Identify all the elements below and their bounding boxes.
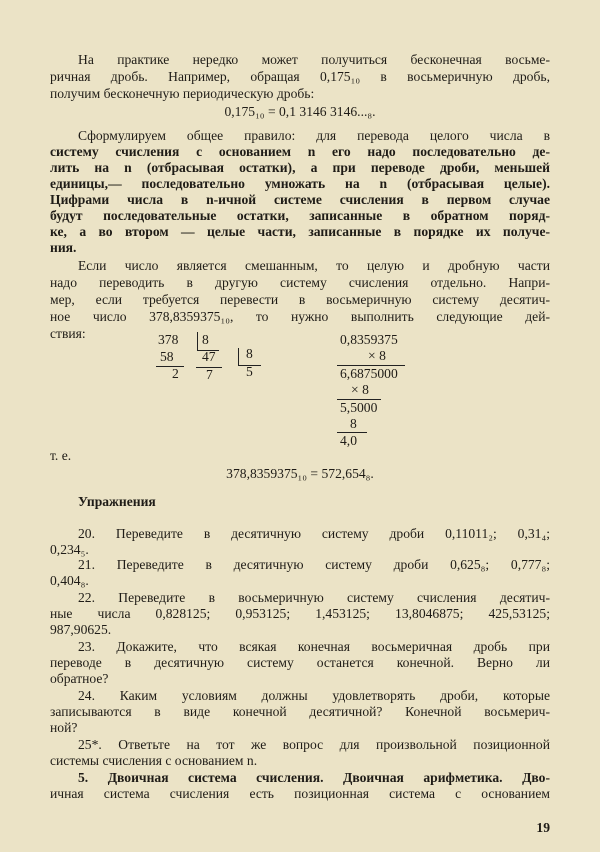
exercise-line: обратное? <box>50 671 109 686</box>
division-bar <box>238 348 239 366</box>
section-heading-line: 5. Двоичная система счисления. Двоичная арифметика. Дво- <box>78 770 550 785</box>
page-number: 19 <box>536 820 550 835</box>
text-line: ствия: <box>50 326 86 341</box>
exercise-line: 987,90625. <box>50 622 112 637</box>
divisor: 8 <box>246 346 253 361</box>
divisor: 8 <box>202 332 209 347</box>
exercise-line: 20. Переведите в десятичную систему дроби 0,11011₂; 0,31₄; <box>78 526 550 541</box>
exercise-line: ные числа 0,828125; 0,953125; 1,453125; 13,8046875; 425,53125; <box>50 606 550 621</box>
te-label: т. е. <box>50 448 72 463</box>
partial-product: 58 <box>160 349 174 364</box>
exercise-line: записываются в виде конечной десятичной? Конечной восьмерич- <box>50 704 550 719</box>
factor: 0,8359375 <box>340 332 398 347</box>
exercise-line: системы счисления с основанием n. <box>50 753 258 768</box>
formula-periodic: 0,175₁₀ = 0,1 3146 3146...₈. <box>224 104 376 119</box>
quotient: 47 <box>202 349 216 364</box>
text-line: ричная дробь. Например, обращая 0,175₁₀ в восьмеричную дробь, <box>50 69 550 84</box>
text-line: ное число 378,8359375₁₀, то нужно выполнить следующие дей- <box>50 309 550 324</box>
text-line: ке, а во втором — целые части, записанные в порядке их получе- <box>50 224 550 239</box>
text-line: ичная система счисления есть позиционная система с основанием <box>50 786 550 801</box>
text-line: Если число является смешанным, то целую и дробную части <box>78 258 550 273</box>
exercises-heading: Упражнения <box>78 494 156 509</box>
multiplier: × 8 <box>351 382 369 397</box>
text-line: единицы,— последовательно умножать на n (отбрасывая целые). <box>50 176 550 191</box>
text-line: будут последовательные остатки, записанные в обратном поряд- <box>50 208 550 223</box>
multiplier: × 8 <box>368 348 386 363</box>
text-line: надо переводить в другую систему счисления отдельно. Напри- <box>50 275 550 290</box>
text-line: получим бесконечную периодическую дробь: <box>50 86 315 101</box>
exercise-line: 0,234₅. <box>50 542 89 557</box>
result-formula: 378,8359375₁₀ = 572,654₈. <box>226 466 374 481</box>
text-line: ния. <box>50 240 77 255</box>
remainder: 2 <box>172 366 179 381</box>
quotient: 5 <box>246 364 253 379</box>
product: 6,6875000 <box>340 366 398 381</box>
exercise-line: 23. Докажите, что всякая конечная восьмеричная дробь при <box>78 639 550 654</box>
exercise-line: 21. Переведите в десятичную систему дроби 0,625₈; 0,777₈; <box>78 557 550 572</box>
exercise-line: ной? <box>50 720 78 735</box>
text-line: На практике нередко может получиться бесконечная восьме- <box>78 52 550 67</box>
exercise-line: 24. Каким условиям должны удовлетворять дроби, которые <box>78 688 550 703</box>
text-line: Цифрами числа в n-ичной системе счисления в первом случае <box>50 192 550 207</box>
remainder: 7 <box>206 367 213 382</box>
text-line: лить на n (отбрасывая остатки), а при переводе дроби, меньшей <box>50 160 550 175</box>
product: 5,5000 <box>340 400 378 415</box>
exercise-line: 0,404₈. <box>50 573 89 588</box>
product: 4,0 <box>340 433 357 448</box>
division-bar <box>197 332 198 350</box>
text-line: Сформулируем общее правило: для перевода целого числа в <box>78 128 550 143</box>
exercise-line: переводе в десятичную систему останется конечной. Верно ли <box>50 655 550 670</box>
rule <box>156 366 184 367</box>
dividend: 378 <box>158 332 179 347</box>
text-line: мер, если требуется перевести в восьмеричную систему десятич- <box>50 292 550 307</box>
exercise-line: 22. Переведите в восьмеричную систему счисления десятич- <box>78 590 550 605</box>
text-line: систему счисления с основанием n его надо последовательно де- <box>50 144 550 159</box>
exercise-line: 25*. Ответьте на тот же вопрос для произвольной позиционной <box>78 737 550 752</box>
multiplier: 8 <box>350 416 357 431</box>
